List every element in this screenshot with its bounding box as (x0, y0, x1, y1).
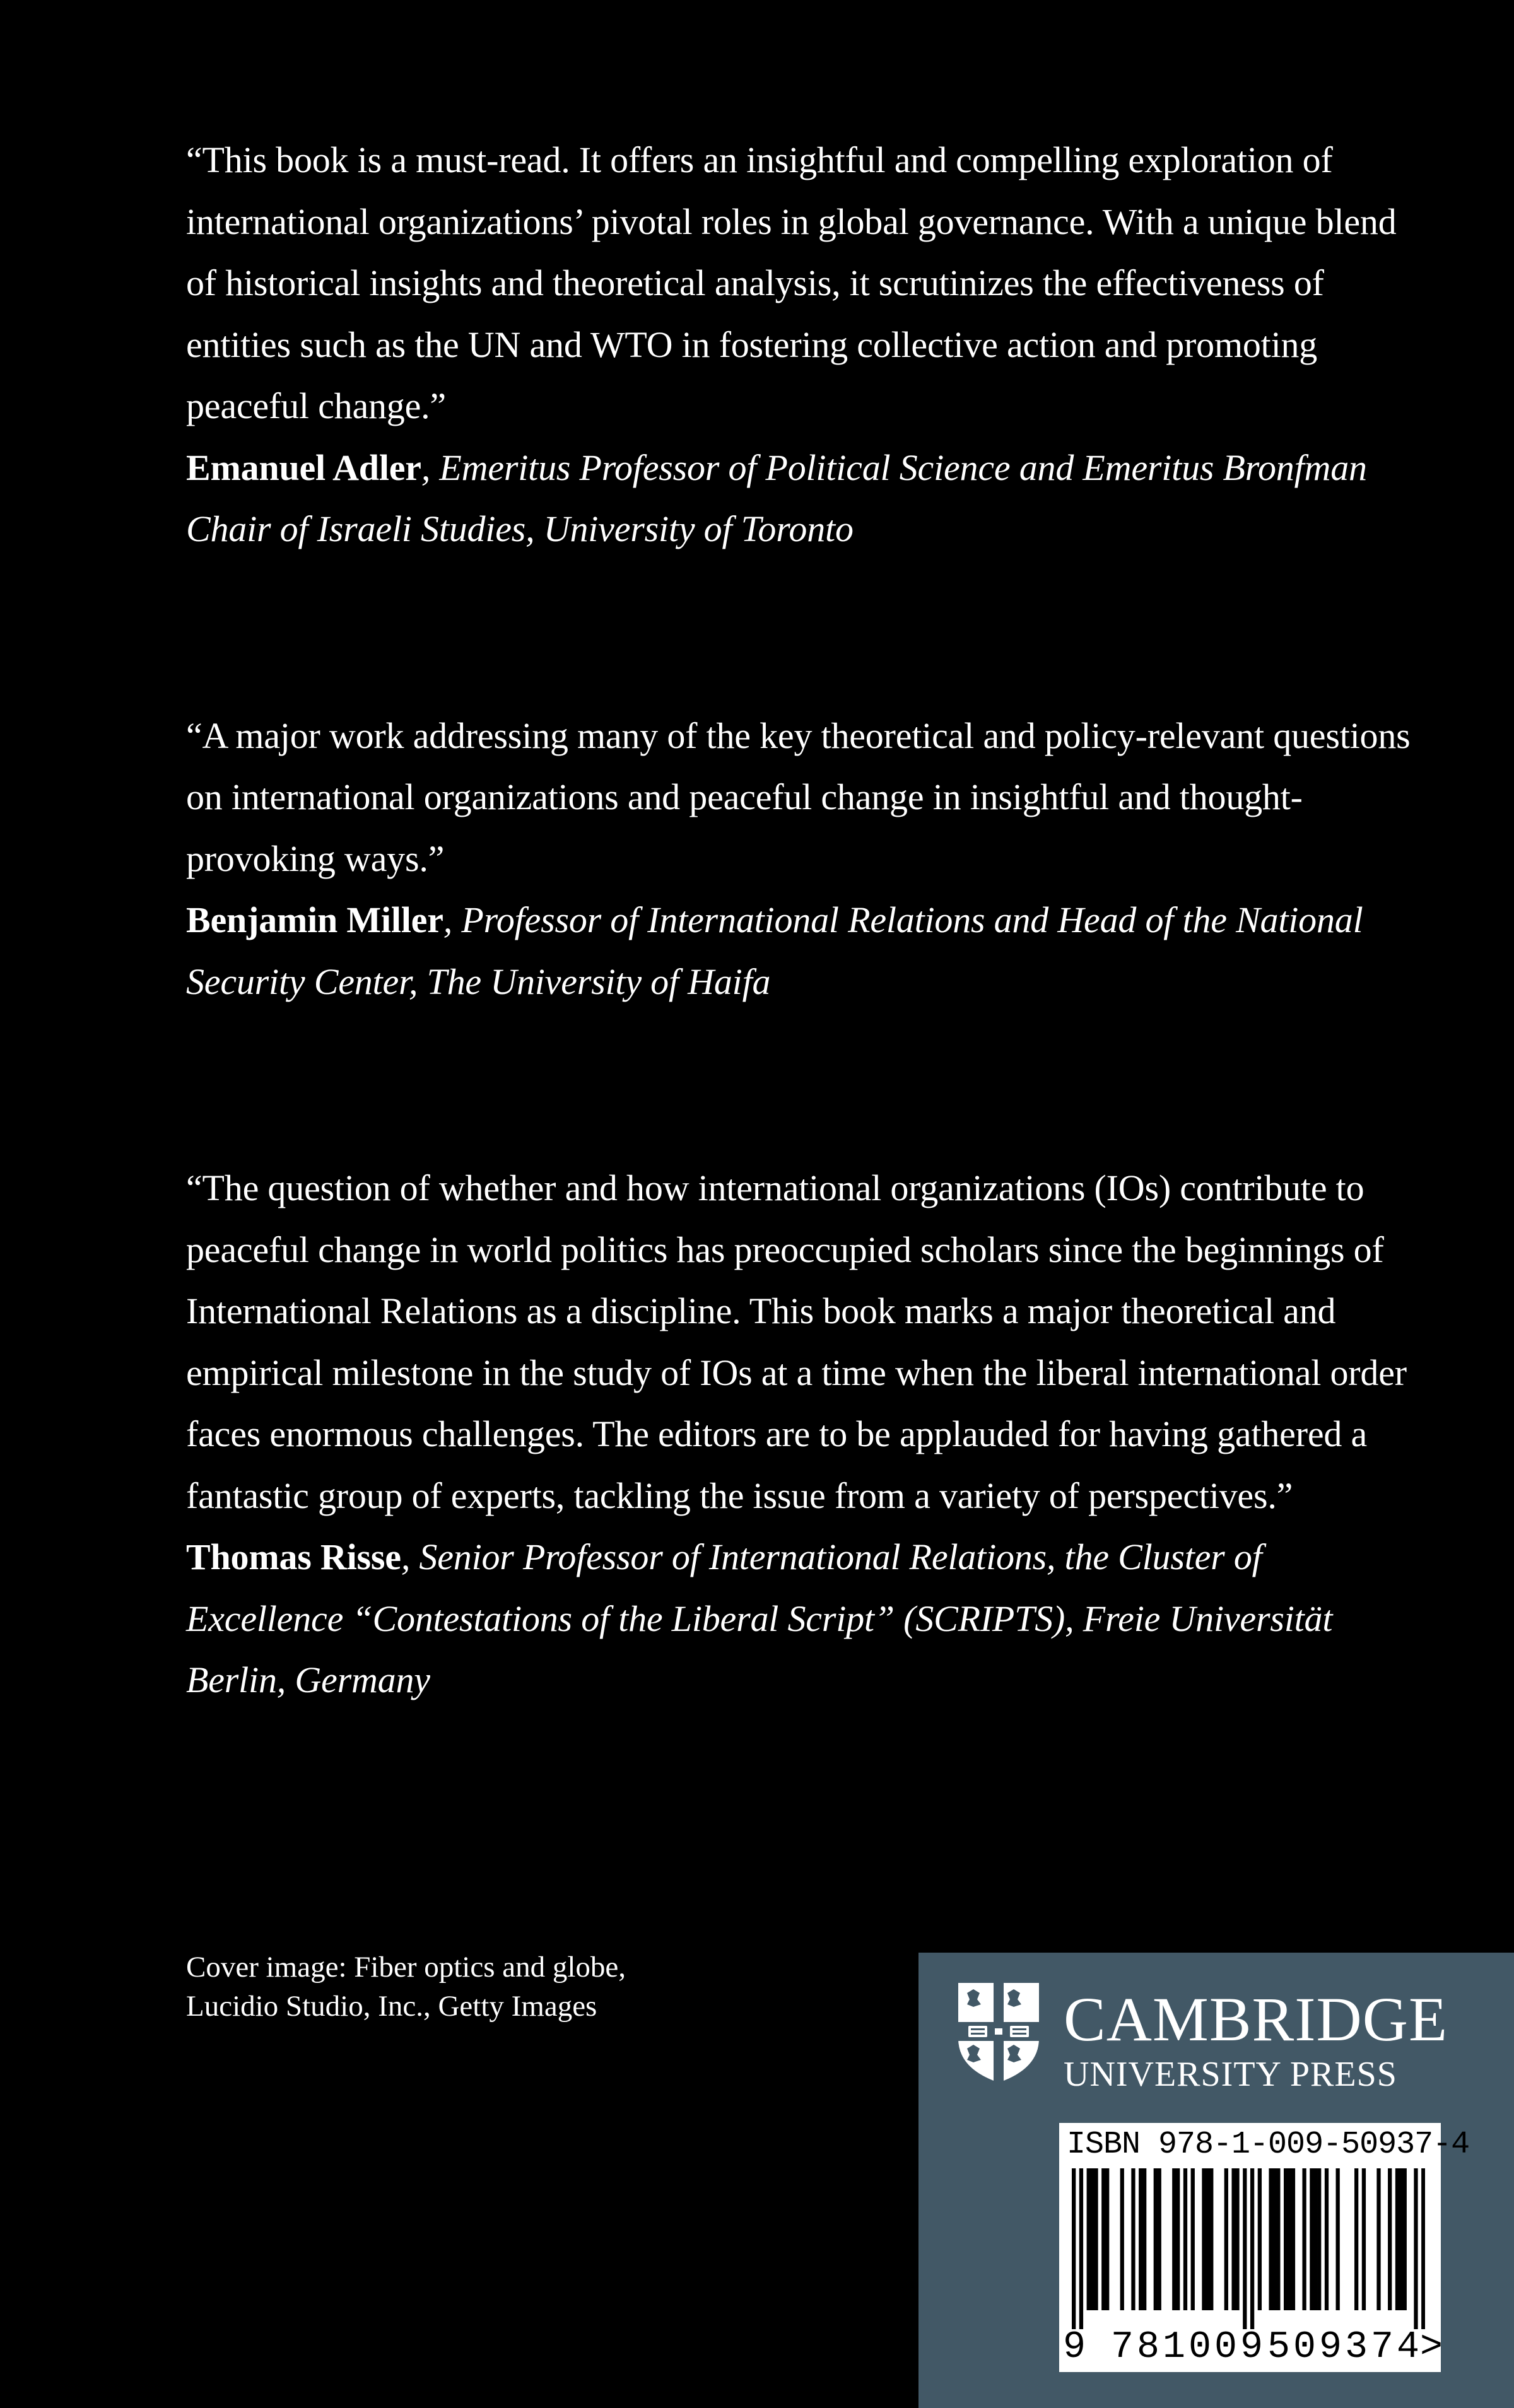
barcode-bar (1094, 2168, 1098, 2310)
endorsement-attribution (186, 437, 1416, 560)
publisher-wordmark (1064, 1984, 1448, 2096)
barcode-bar (1154, 2168, 1158, 2310)
barcode-bar (1090, 2168, 1094, 2310)
endorsement-attribution (186, 1526, 1416, 1711)
barcode-right-digits: 509374 (1267, 2326, 1423, 2369)
barcode-bar (1310, 2168, 1313, 2310)
barcode-bar (1105, 2168, 1109, 2310)
barcode-lead-digit: 9 (1063, 2326, 1086, 2369)
barcode-bar (1376, 2168, 1380, 2310)
barcode-bar (1317, 2168, 1321, 2310)
barcode-bar (1158, 2168, 1161, 2310)
barcode-bar (1120, 2168, 1124, 2310)
barcode-bar (1131, 2168, 1135, 2310)
endorsement-quote: “The question of whether and how international organizations (IOs) contribute to peaceful change in world politics has preoccupied scholars since the beginnings of International Relations as a discipline. This book marks a major theoretical and empirical milestone in the study of IOs at a time when the liberal international order faces enormous challenges. The editors are to be applauded for having gathered a fantastic group of experts, tackling the issue from a variety of perspectives.” (186, 1167, 1407, 1516)
endorser-name: Thomas Risse (186, 1536, 401, 1577)
barcode-bar (1313, 2168, 1317, 2310)
barcode-bar (1421, 2168, 1425, 2329)
barcode-bar (1272, 2168, 1276, 2310)
credit-line-2: Lucidio Studio, Inc., Getty Images (186, 1990, 597, 2023)
barcode-bar (1414, 2168, 1417, 2329)
barcode-bar (1172, 2168, 1176, 2310)
endorser-title: , Emeritus Professor of Political Science and Emeritus Bronfman Chair of Israeli Studies, University of Toronto (186, 447, 1367, 549)
barcode-bar (1224, 2168, 1228, 2310)
isbn-barcode (1059, 2123, 1470, 2372)
barcode-bar (1302, 2168, 1306, 2310)
barcode-bar (1235, 2168, 1239, 2310)
publisher-name-line-1: CAMBRIDGE (1064, 1984, 1448, 2054)
barcode-bar (1139, 2168, 1142, 2310)
barcode-bar (1079, 2168, 1083, 2329)
endorsement-miller (186, 705, 1416, 1013)
publisher-name-line-2: UNIVERSITY PRESS (1064, 2055, 1397, 2094)
barcode-bar (1336, 2168, 1340, 2310)
endorser-name: Emanuel Adler (186, 447, 421, 488)
barcode-bar (1250, 2168, 1254, 2329)
cover-image-credit (186, 1948, 754, 2026)
barcode-bar (1284, 2168, 1288, 2310)
barcode-bar (1362, 2168, 1366, 2310)
endorsement-risse (186, 1157, 1416, 1711)
barcode-quiet-mark: > (1420, 2326, 1443, 2369)
barcode-bar (1142, 2168, 1146, 2310)
barcode-left-digits: 781009 (1111, 2326, 1267, 2369)
barcode-bar (1399, 2168, 1403, 2310)
barcode-bar (1325, 2168, 1329, 2310)
barcode-bars (1072, 2168, 1425, 2329)
endorsement-quote: “This book is a must-read. It offers an insightful and compelling exploration of international organizations’ pivotal roles in global governance. With a unique blend of historical insights and theoretical analysis, it scrutinizes the effectiveness of entities such as the UN and WTO in fostering collective action and promoting peaceful change.” (186, 139, 1397, 426)
endorser-name: Benjamin Miller (186, 899, 443, 940)
barcode-bar (1291, 2168, 1295, 2310)
endorsements (186, 129, 1416, 1711)
barcode-bar (1288, 2168, 1291, 2310)
barcode-bar (1176, 2168, 1180, 2310)
barcode-bar (1354, 2168, 1358, 2310)
barcode-bar (1243, 2168, 1247, 2329)
barcode-bar (1276, 2168, 1280, 2310)
endorsement-adler (186, 129, 1416, 560)
credit-line-1: Cover image: Fiber optics and globe, (186, 1951, 626, 1984)
publisher-panel (918, 1953, 1514, 2408)
barcode-bar (1403, 2168, 1407, 2310)
barcode-bar (1202, 2168, 1206, 2310)
endorsement-attribution (186, 889, 1416, 1012)
barcode-bar (1395, 2168, 1399, 2310)
barcode-bar (1191, 2168, 1195, 2310)
barcode-bar (1209, 2168, 1213, 2310)
barcode-bar (1258, 2168, 1262, 2310)
barcode-bar (1388, 2168, 1392, 2310)
endorsement-quote: “A major work addressing many of the key theoretical and policy-relevant questions on international organizations and peaceful change in insightful and thought-provoking ways.” (186, 715, 1411, 879)
barcode-bar (1231, 2168, 1235, 2310)
barcode-bar (1101, 2168, 1105, 2310)
barcode-bar (1183, 2168, 1187, 2310)
isbn-label: ISBN 978-1-009-50937-4 (1067, 2127, 1470, 2163)
barcode-bar (1206, 2168, 1209, 2310)
barcode-bar (1269, 2168, 1272, 2310)
barcode-bar (1072, 2168, 1076, 2329)
endorser-title: , Senior Professor of International Relations, the Cluster of Excellence “Contestations of the Liberal Script” (SCRIPTS), Freie Universität Berlin, Germany (186, 1536, 1333, 1700)
endorser-title: , Professor of International Relations and Head of the National Security Center, The University of Haifa (186, 899, 1363, 1002)
barcode-bar (1087, 2168, 1091, 2310)
cambridge-shield-icon (956, 1980, 1042, 2085)
